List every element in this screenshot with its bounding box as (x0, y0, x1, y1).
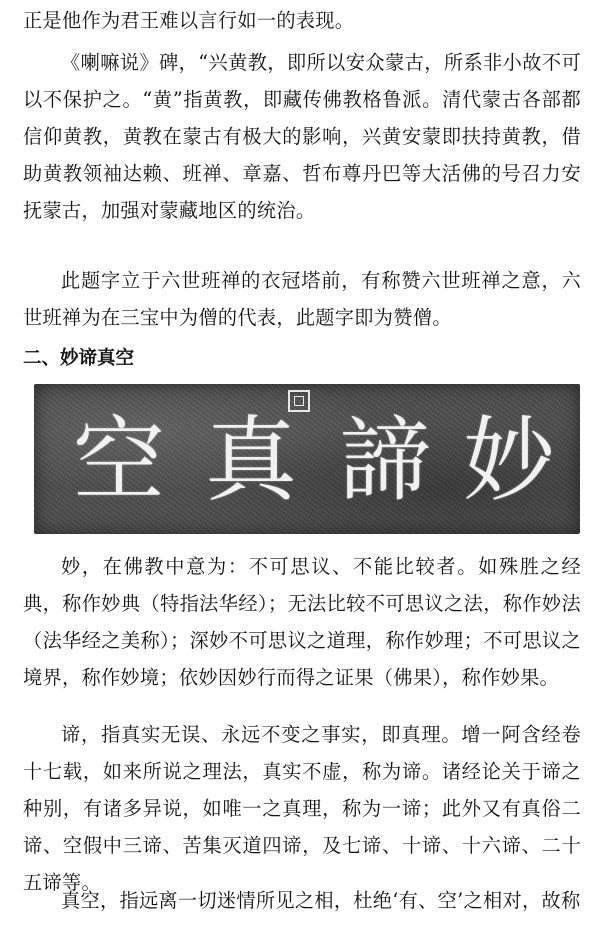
paragraph-miao: 妙，在佛教中意为：不可思议、不能比较者。如殊胜之经典，称作妙典（特指法华经）；无法比较不可思议之法，称作妙法（法华经之美称）；深妙不可思议之道理，称作妙理；不可思议之境界，称作妙境；依妙因妙行而得之证果（佛果），称作妙果。 (23, 555, 581, 689)
paragraph-continuation: 正是他作为君王难以言行如一的表现。 (23, 9, 355, 32)
plaque-character: 真 (204, 407, 297, 514)
plaque-character: 空 (72, 407, 165, 514)
paragraph-zhenkong: 真空，指远离一切迷情所见之相，杜绝‘有、空’之相对，故称 (61, 889, 581, 912)
plaque-character: 諦 (338, 407, 431, 514)
paragraph-di: 谛，指真实无误、永远不变之事实，即真理。增一阿含经卷十七载，如来所说之理法，真实不虚，称为谛。诸经论关于谛之种别，有诸多异说，如唯一之真理，称为一谛；此外又有真俗二谛、空假中三谛、苦集灭道四谛，及七谛、十谛、十六谛、二十五谛等。 (23, 723, 581, 894)
paragraph-panchen-inscription: 此题字立于六世班禅的衣冠塔前，有称赞六世班禅之意，六世班禅为在三宝中为僧的代表，此题字即为赞僧。 (23, 269, 581, 329)
plaque-character: 妙 (462, 407, 555, 514)
section-heading: 二、妙谛真空 (23, 348, 135, 369)
paragraph-lama-stele: 《喇嘛说》碑，“兴黄教，即所以安众蒙古，所系非小故不可以不保护之。“黄”指黄教，即藏传佛教格鲁派。清代蒙古各部都信仰黄教，黄教在蒙古有极大的影响，兴黄安蒙即扶持黄教，借助黄教领袖达赖、班禅、章嘉、哲布尊丹巴等大活佛的号召力安抚蒙古，加强对蒙藏地区的统治。 (23, 51, 581, 222)
inscription-plaque-image (34, 384, 580, 534)
